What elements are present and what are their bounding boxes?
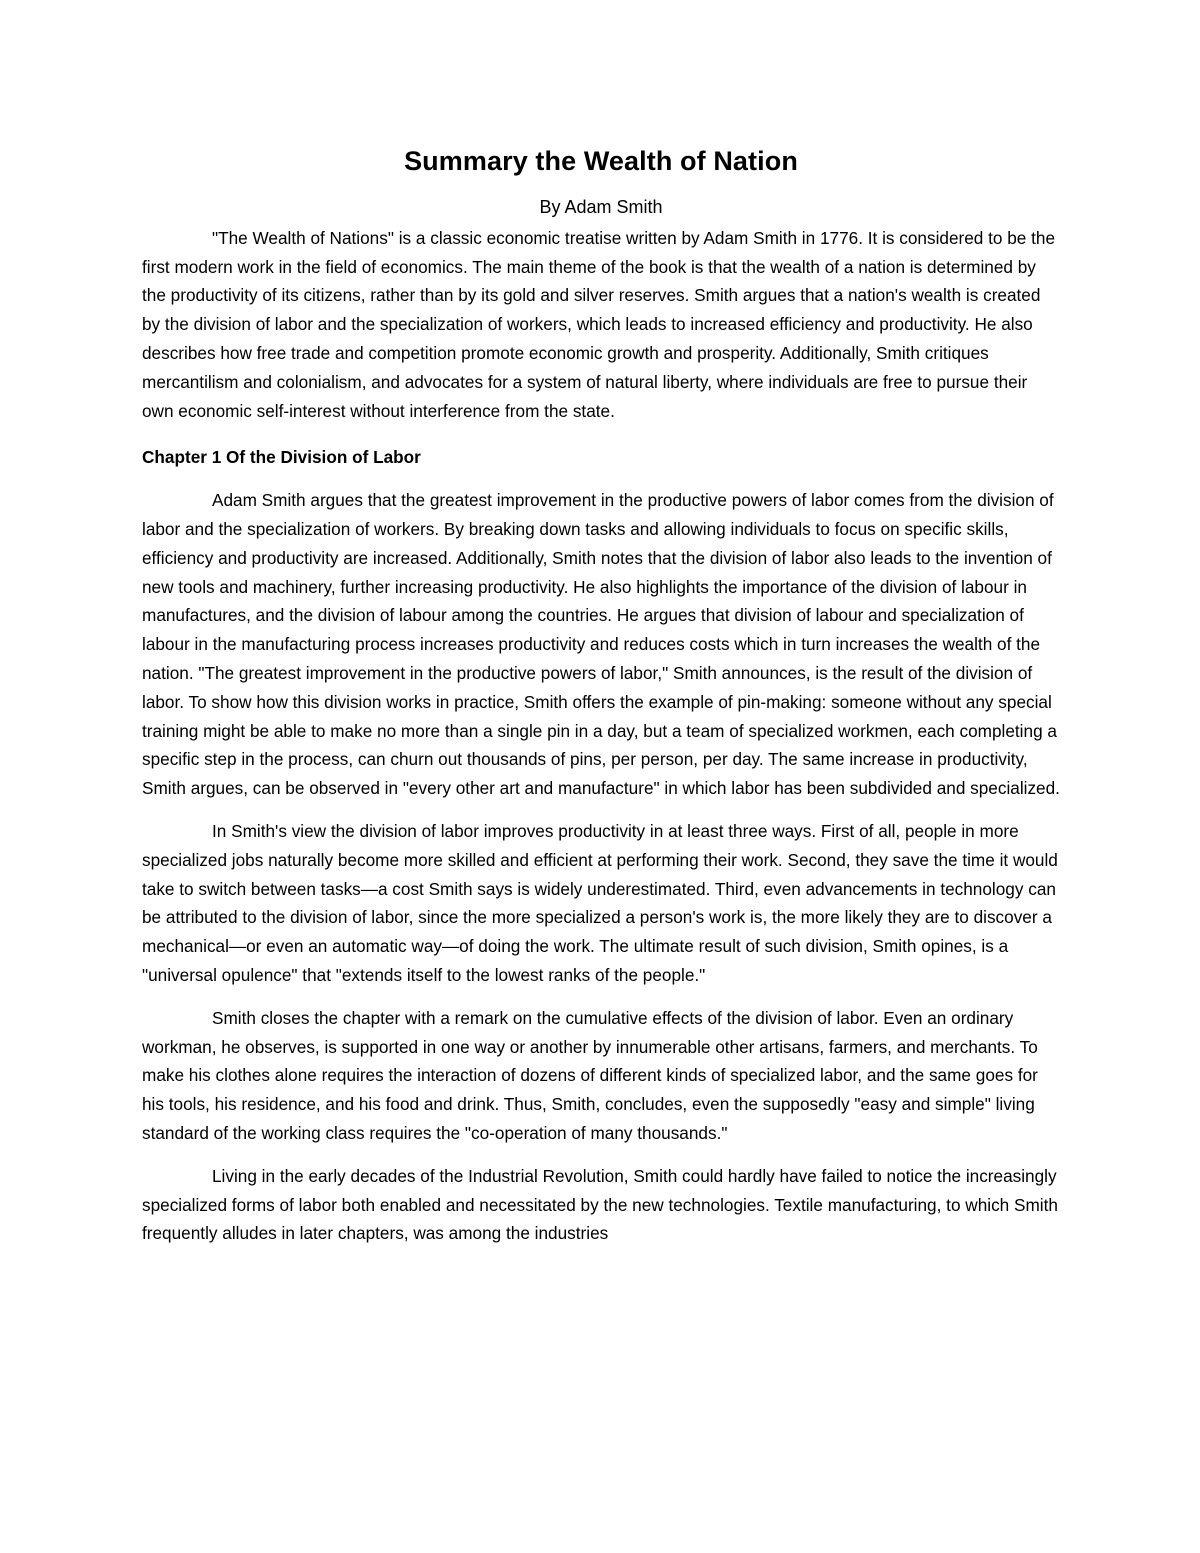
document-content xyxy=(142,144,1060,1262)
intro-paragraph: "The Wealth of Nations" is a classic economic treatise written by Adam Smith in 1776. It is considered to be the first modern work in the field of economics. The main theme of the book is that the wealth of a nation is determined by the productivity of its citizens, rather than by its gold and silver reserves. Smith argues that a nation's wealth is created by the division of labor and the specialization of workers, which leads to increased efficiency and productivity. He also describes how free trade and competition promote economic growth and prosperity. Additionally, Smith critiques mercantilism and colonialism, and advocates for a system of natural liberty, where individuals are free to pursue their own economic self-interest without interference from the state. xyxy=(142,227,1056,421)
chapter-heading: Chapter 1 Of the Division of Labor xyxy=(142,447,421,468)
chapter-paragraph-4: Living in the early decades of the Industrial Revolution, Smith could hardly have failed to notice the increasingly specialized forms of labor both enabled and necessitated by the new technologies. Textile manufacturing, to which Smith frequently alludes in later chapters, was among the industries xyxy=(142,1165,1058,1244)
chapter-paragraph-1: Adam Smith argues that the greatest improvement in the productive powers of labor comes from the division of labor and the specialization of workers. By breaking down tasks and allowing individuals to focus on specific skills, efficiency and productivity are increased. Additionally, Smith notes that the division of labor also leads to the invention of new tools and machinery, further increasing productivity. He also highlights the importance of the division of labour in manufactures, and the division of labour among the countries. He argues that division of labour and specialization of labour in the manufacturing process increases productivity and reduces costs which in turn increases the wealth of the nation. "The greatest improvement in the productive powers of labor," Smith announces, is the result of the division of labor. To show how this division works in practice, Smith offers the example of pin-making: someone without any special training might be able to make no more than a single pin in a day, but a team of specialized workmen, each completing a specific step in the process, can churn out thousands of pins, per person, per day. The same increase in productivity, Smith argues, can be observed in "every other art and manufacture" in which labor has been subdivided and specialized. xyxy=(142,490,1060,799)
document-author: By Adam Smith xyxy=(539,197,663,218)
chapter-paragraph-2: In Smith's view the division of labor improves productivity in at least three ways. First of all, people in more specialized jobs naturally become more skilled and efficient at performing their work. Second, they save the time it would take to switch between tasks—a cost Smith says is widely underestimated. Third, even advancements in technology can be attributed to the division of labor, since the more specialized a person's work is, the more likely they are to discover a mechanical—or even an automatic way—of doing the work. The ultimate result of such division, Smith opines, is a "universal opulence" that "extends itself to the lowest ranks of the people." xyxy=(142,821,1058,986)
document-title: Summary the Wealth of Nation xyxy=(404,146,798,176)
chapter-paragraph-3: Smith closes the chapter with a remark on the cumulative effects of the division of labor. Even an ordinary workman, he observes, is supported in one way or another by innumerable other artisans, farmers, and merchants. To make his clothes alone requires the interaction of dozens of different kinds of specialized labor, and the same goes for his tools, his residence, and his food and drink. Thus, Smith, concludes, even the supposedly "easy and simple" living standard of the working class requires the "co-operation of many thousands." xyxy=(142,1007,1038,1143)
